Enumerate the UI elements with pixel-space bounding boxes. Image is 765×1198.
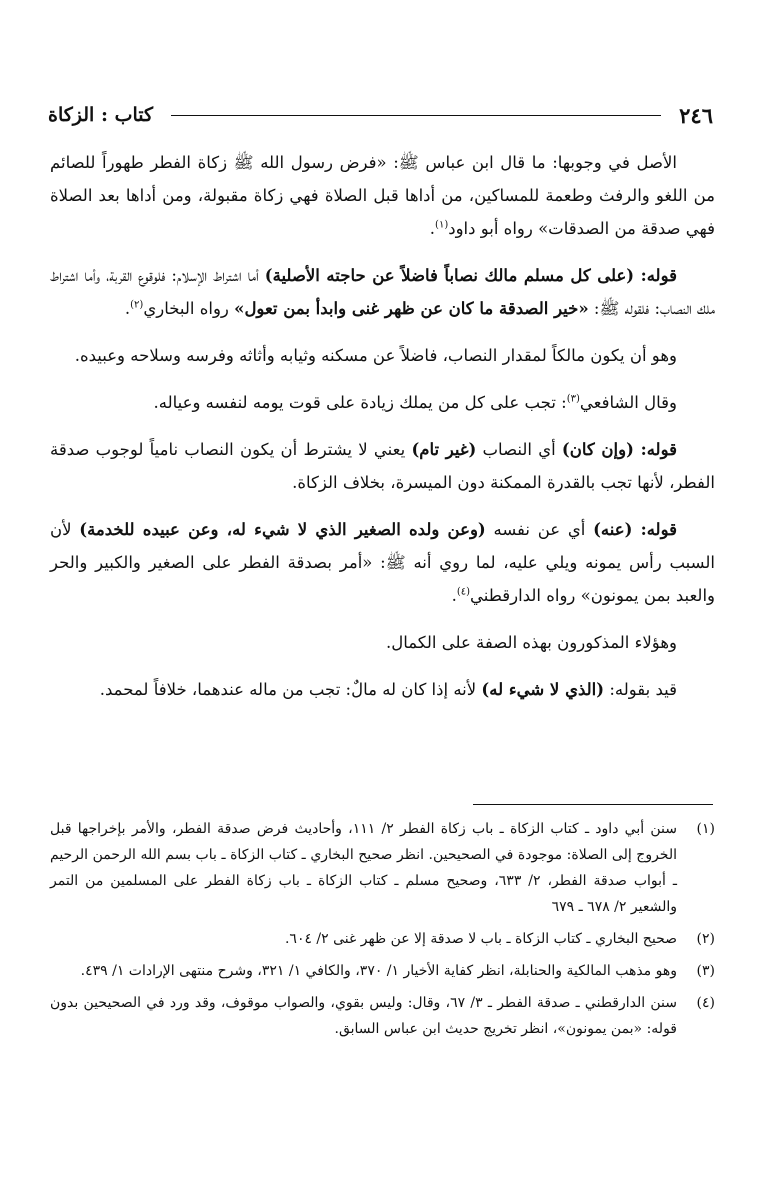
text-run: لأنه إذا كان له مالٌ: تجب من ماله عندهما، خلافاً لمحمد. <box>99 680 482 699</box>
footnote-ref-3: (٣) <box>566 393 580 405</box>
footnote-1 <box>50 816 715 920</box>
text-run: : تجب على كل من يملك زيادة على قوت يومه لنفسه وعياله. <box>153 393 567 412</box>
footnote-3 <box>50 958 715 984</box>
text-run: لأن السبب رأس يمونه ويلي عليه، لما روي أنه ﷺ: «أمر بصدقة الفطر على الصغير والكبير والحر والعبد بمن يمونون» رواه الدارقطني <box>50 520 715 605</box>
text-run: الأصل في وجوبها: ما قال ابن عباس ﷺ: «فرض رسول الله ﷺ زكاة الفطر طهوراً للصائم من اللغو والرفث وطعمة للمساكين، من أداها قبل الصلاة فهي زكاة مقبولة، ومن أداها بعد الصلاة فهي صدقة من الصدقات» رواه أبو داود <box>50 153 715 238</box>
header-rule <box>171 115 661 116</box>
footnote-number: (٢) <box>696 931 715 947</box>
page-number: ٢٤٦ <box>679 102 713 128</box>
bold-quote: قوله: (عنه) <box>593 520 677 539</box>
footnote-ref-4: (٤) <box>456 586 471 598</box>
paragraph-4 <box>50 386 715 419</box>
bold-quote: قوله: (وإن كان) <box>561 440 677 459</box>
text-run: . <box>124 299 131 318</box>
footnote-2 <box>50 926 715 952</box>
text-run: أي النصاب <box>476 440 562 459</box>
paragraph-5 <box>50 433 715 499</box>
bold-quote: (غير تام) <box>411 440 477 459</box>
footnote-text: صحيح البخاري ـ كتاب الزكاة ـ باب لا صدقة إلا عن ظهر غنى ٢/ ٦٠٤. <box>284 931 677 947</box>
text-run: . <box>451 586 457 605</box>
text-run: وقال الشافعي <box>579 393 677 412</box>
text-run: . <box>429 219 436 238</box>
paragraph-7 <box>50 626 715 659</box>
footnote-number: (١) <box>696 821 715 837</box>
bold-quote: قوله: (على كل مسلم مالك نصاباً فاضلاً عن حاجته الأصلية) <box>264 266 677 285</box>
chapter-title: كتاب : الزكاة <box>48 104 154 126</box>
paragraph-6 <box>50 513 715 612</box>
text-run: رواه البخاري <box>143 299 235 318</box>
footnotes <box>50 816 715 1048</box>
paragraph-2 <box>50 259 715 325</box>
bold-hadith: «خير الصدقة ما كان عن ظهر غنى وابدأ بمن تعول» <box>234 299 589 318</box>
paragraph-3 <box>50 339 715 372</box>
paragraph-8 <box>50 673 715 706</box>
footnote-ref-1: (١) <box>435 219 449 231</box>
text-run: يعني لا يشترط أن يكون النصاب نامياً لوجوب صدقة الفطر، لأنها تجب بالقدرة الممكنة دون الميسرة، بخلاف الزكاة. <box>50 440 715 492</box>
text-run: أي عن نفسه <box>485 520 594 539</box>
footnote-number: (٣) <box>696 963 715 979</box>
main-text <box>50 146 715 720</box>
footnote-separator <box>473 804 713 805</box>
footnote-number: (٤) <box>696 995 715 1011</box>
bold-quote: (وعن ولده الصغير الذي لا شيء له، وعن عبيده للخدمة) <box>79 520 486 539</box>
footnote-text: وهو مذهب المالكية والحنابلة، انظر كفاية الأخيار ١/ ٣٧٠، والكافي ١/ ٣٢١، وشرح منتهى الإرادات ١/ ٤٣٩. <box>80 963 677 979</box>
footnote-text: سنن أبي داود ـ كتاب الزكاة ـ باب زكاة الفطر ٢/ ١١١، وأحاديث فرض صدقة الفطر، والأمر بإخراجها قبل الخروج إلى الصلاة: موجودة في الصحيحين. انظر صحيح البخاري ـ كتاب الزكاة ـ باب بسم الله الرحمن الرحيم ـ أبواب صدقة الفطر، ٢/ ٦٣٣، وصحيح مسلم ـ كتاب الزكاة ـ باب زكاة الفطر على المسلمين من التمر والشعير ٢/ ٦٧٨ ـ ٦٧٩ <box>50 821 678 915</box>
page-header <box>48 100 713 130</box>
text-run: أما اشتراط الإسلام: فلوقوع القربة، وأما اشتراط ملك النصاب: فلقوله ﷺ: <box>50 266 715 318</box>
text-run: وهو أن يكون مالكاً لمقدار النصاب، فاضلاً عن مسكنه وثيابه وأثاثه وفرسه وسلاحه وعبيده. <box>74 346 677 365</box>
text-run: وهؤلاء المذكورون بهذه الصفة على الكمال. <box>385 633 677 652</box>
text-run: قيد بقوله: <box>604 680 677 699</box>
footnote-4 <box>50 990 715 1042</box>
footnote-ref-2: (٢) <box>130 299 144 311</box>
footnote-text: سنن الدارقطني ـ صدقة الفطر ـ ٣/ ٦٧، وقال: وليس بقوي، والصواب موقوف، وقد ورد في الصحيحين بدون قوله: «بمن يمونون»، انظر تخريج حديث ابن عباس السابق. <box>50 995 678 1037</box>
paragraph-1 <box>50 146 715 245</box>
bold-quote: (الذي لا شيء له) <box>481 680 605 699</box>
